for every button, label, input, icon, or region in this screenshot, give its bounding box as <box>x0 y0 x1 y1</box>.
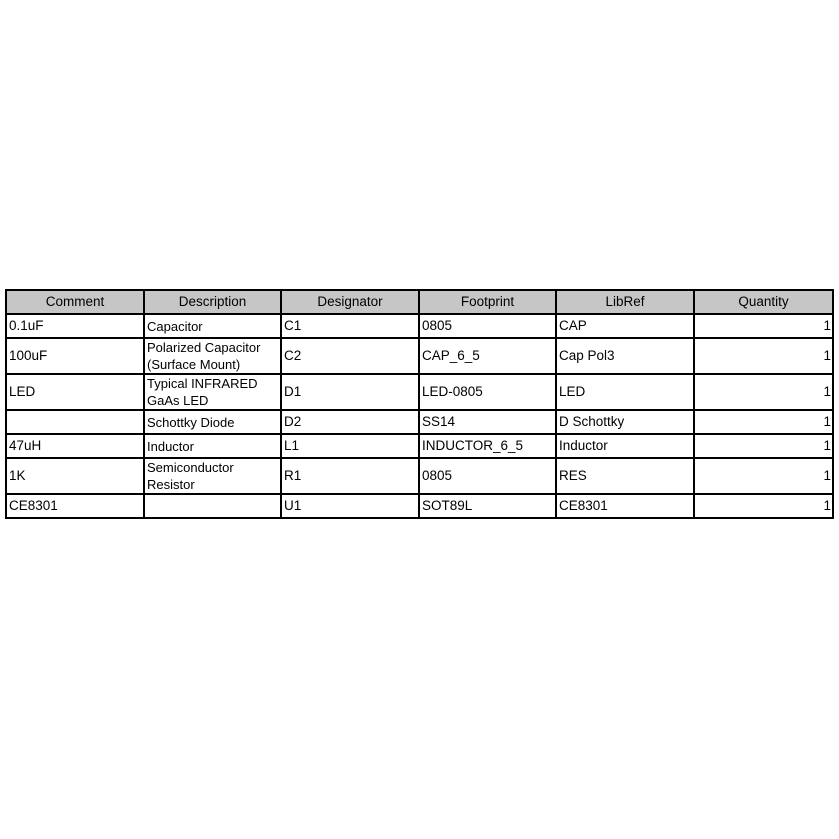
table-row <box>6 314 833 338</box>
libref-cell: D Schottky <box>556 410 694 434</box>
table-row <box>6 374 833 410</box>
column-header-designator: Designator <box>281 290 419 314</box>
table-row <box>6 494 833 518</box>
libref-cell: LED <box>556 374 694 410</box>
libref-cell: CAP <box>556 314 694 338</box>
footprint-cell: LED-0805 <box>419 374 556 410</box>
column-header-comment: Comment <box>6 290 144 314</box>
designator-cell: R1 <box>281 458 419 494</box>
footprint-cell: 0805 <box>419 314 556 338</box>
table-row <box>6 410 833 434</box>
footprint-cell: INDUCTOR_6_5 <box>419 434 556 458</box>
designator-cell: C2 <box>281 338 419 374</box>
bom-table <box>5 289 834 519</box>
footprint-cell: SOT89L <box>419 494 556 518</box>
comment-cell: 1K <box>6 458 144 494</box>
quantity-cell: 1 <box>694 434 833 458</box>
comment-cell: 47uH <box>6 434 144 458</box>
quantity-cell: 1 <box>694 338 833 374</box>
column-header-libref: LibRef <box>556 290 694 314</box>
table-row <box>6 458 833 494</box>
designator-cell: D1 <box>281 374 419 410</box>
description-cell: Inductor <box>144 434 281 458</box>
description-cell: Schottky Diode <box>144 410 281 434</box>
libref-cell: CE8301 <box>556 494 694 518</box>
designator-cell: L1 <box>281 434 419 458</box>
libref-cell: RES <box>556 458 694 494</box>
libref-cell: Inductor <box>556 434 694 458</box>
description-cell: Typical INFRARED GaAs LED <box>144 374 281 410</box>
column-header-description: Description <box>144 290 281 314</box>
comment-cell: CE8301 <box>6 494 144 518</box>
header-row <box>6 290 833 314</box>
column-header-quantity: Quantity <box>694 290 833 314</box>
comment-cell: 0.1uF <box>6 314 144 338</box>
description-cell: Semiconductor Resistor <box>144 458 281 494</box>
description-cell <box>144 494 281 518</box>
footprint-cell: CAP_6_5 <box>419 338 556 374</box>
designator-cell: U1 <box>281 494 419 518</box>
comment-cell <box>6 410 144 434</box>
footprint-cell: 0805 <box>419 458 556 494</box>
comment-cell: 100uF <box>6 338 144 374</box>
table-row <box>6 434 833 458</box>
quantity-cell: 1 <box>694 410 833 434</box>
libref-cell: Cap Pol3 <box>556 338 694 374</box>
column-header-footprint: Footprint <box>419 290 556 314</box>
description-cell: Polarized Capacitor (Surface Mount) <box>144 338 281 374</box>
footprint-cell: SS14 <box>419 410 556 434</box>
quantity-cell: 1 <box>694 494 833 518</box>
quantity-cell: 1 <box>694 374 833 410</box>
comment-cell: LED <box>6 374 144 410</box>
description-cell: Capacitor <box>144 314 281 338</box>
table-row <box>6 338 833 374</box>
quantity-cell: 1 <box>694 314 833 338</box>
designator-cell: D2 <box>281 410 419 434</box>
quantity-cell: 1 <box>694 458 833 494</box>
bom-table-container <box>5 289 832 519</box>
designator-cell: C1 <box>281 314 419 338</box>
